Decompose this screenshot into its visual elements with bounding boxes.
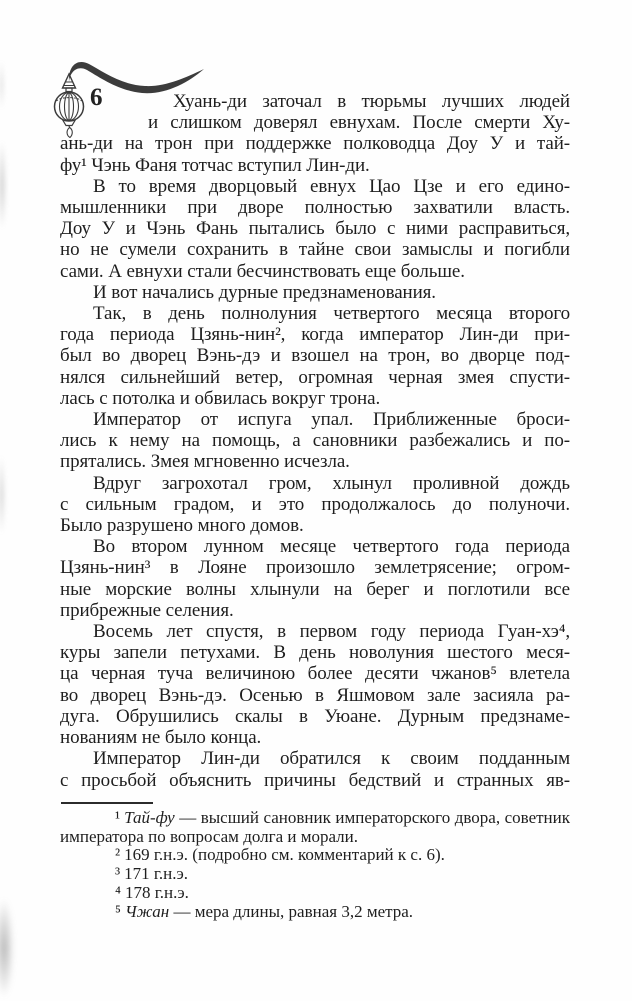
text-line: сами. А евнухи стали бесчинствовать еще больше.	[60, 260, 465, 282]
footnotes-block	[60, 809, 570, 921]
text-line: с сильным градом, и это продолжалось до полуночи.	[60, 493, 570, 515]
text-line: лись к нему на помощь, а сановники разбежались и по-	[60, 430, 570, 452]
paragraph	[60, 282, 570, 303]
text-line: года периода Цзянь-нин², когда император Лин-ди при-	[60, 324, 570, 346]
text-line: мышленники при дворе полностью захватили власть.	[60, 197, 570, 219]
footnote	[60, 846, 570, 865]
text-line: Цзянь-нин³ в Лояне произошло землетрясение; огром-	[60, 557, 570, 579]
scan-smudge	[0, 898, 14, 998]
footnote	[60, 903, 570, 922]
text-line: Было разрушено много домов.	[60, 515, 304, 537]
text-line: и слишком доверял евнухам. После смерти Ху-	[148, 112, 570, 134]
footnote-marker: ²	[115, 845, 121, 865]
footnote	[60, 865, 570, 884]
text-line: Вдруг загрохотал гром, хлынул проливной дождь	[93, 472, 570, 494]
text-line: лась с потолка и обвилась вокруг трона.	[60, 387, 381, 409]
paragraph	[60, 176, 570, 282]
text-line: был во дворец Вэнь-дэ и взошел на трон, во дворце под-	[60, 345, 570, 367]
text-line: нованиям не было конца.	[60, 727, 262, 749]
footnote-text: 171 г.н.э.	[124, 864, 189, 884]
text-line: ные морские волны хлынули на берег и поглотили все	[60, 578, 570, 600]
footnote-marker: ⁴	[115, 882, 121, 902]
scan-smudge	[0, 455, 6, 535]
footnote-text: — высший сановник императорского двора, советник императора по вопросам долга и морали.	[60, 808, 570, 846]
paragraph	[60, 303, 570, 409]
paragraph	[60, 473, 570, 537]
paragraph	[60, 536, 570, 621]
footnote-marker: ¹	[115, 808, 121, 827]
footnote	[60, 884, 570, 903]
text-line: фу¹ Чэнь Фаня тотчас вступил Лин-ди.	[60, 154, 370, 176]
text-line: дуга. Обрушились скалы в Уюане. Дурным предзнаме-	[60, 705, 570, 727]
text-line: Император Лин-ди обратился к своим подданным	[93, 748, 570, 770]
text-line: нялся сильнейший ветер, огромная черная змея спусти-	[60, 366, 570, 388]
text-line: прятались. Змея мгновенно исчезла.	[60, 451, 350, 473]
footnote-rule	[61, 802, 153, 804]
footnote-marker: ³	[115, 864, 121, 884]
footnote-text: 178 г.н.э.	[124, 882, 189, 902]
footnote-text: 169 г.н.э. (подробно см. комментарий к с. 6).	[124, 845, 445, 865]
text-line: куры запели петухами. В день новолуния шестого меся-	[60, 642, 570, 664]
footnote-term: Чжан	[124, 901, 170, 921]
text-line: прибрежные селения.	[60, 599, 234, 621]
text-line: Так, в день полнолуния четвертого месяца второго	[93, 303, 570, 325]
text-line: Доу У и Чэнь Фань пытались было с ними расправиться,	[60, 218, 570, 240]
text-line: Император от испуга упал. Приближенные броси-	[93, 409, 570, 431]
text-line: но не сумели сохранить в тайне свои замыслы и погибли	[60, 239, 570, 261]
text-line: ца черная туча величиною более десяти чжанов⁵ влетела	[60, 663, 570, 685]
scan-smudge	[0, 60, 5, 110]
text-line: ань-ди на трон при поддержке полководца Доу У и тай-	[60, 133, 570, 155]
text-line: Во втором лунном месяце четвертого года периода	[93, 536, 570, 558]
text-line: Хуань-ди заточал в тюрьмы лучших людей	[173, 91, 570, 112]
paragraph	[60, 91, 570, 176]
text-line: В то время дворцовый евнух Цао Цзе и его едино-	[93, 175, 570, 197]
footnote-term: Тай-фу	[124, 808, 175, 827]
text-line: Восемь лет спустя, в первом году периода Гуан-хэ⁴,	[93, 621, 570, 643]
scan-smudge	[0, 140, 7, 230]
body-text	[60, 91, 570, 791]
paragraph	[60, 748, 570, 790]
footnote-marker: ⁵	[115, 901, 121, 921]
text-line: с просьбой объяснить причины бедствий и странных яв-	[60, 769, 570, 791]
paragraph	[60, 621, 570, 748]
footnote	[60, 809, 570, 846]
paragraph	[60, 409, 570, 473]
page-number: 6	[90, 84, 103, 111]
text-line: во дворец Вэнь-дэ. Осенью в Яшмовом зале засияла ра-	[60, 684, 570, 706]
footnote-text: — мера длины, равная 3,2 метра.	[169, 901, 414, 921]
text-line: И вот начались дурные предзнаменования.	[93, 281, 436, 303]
